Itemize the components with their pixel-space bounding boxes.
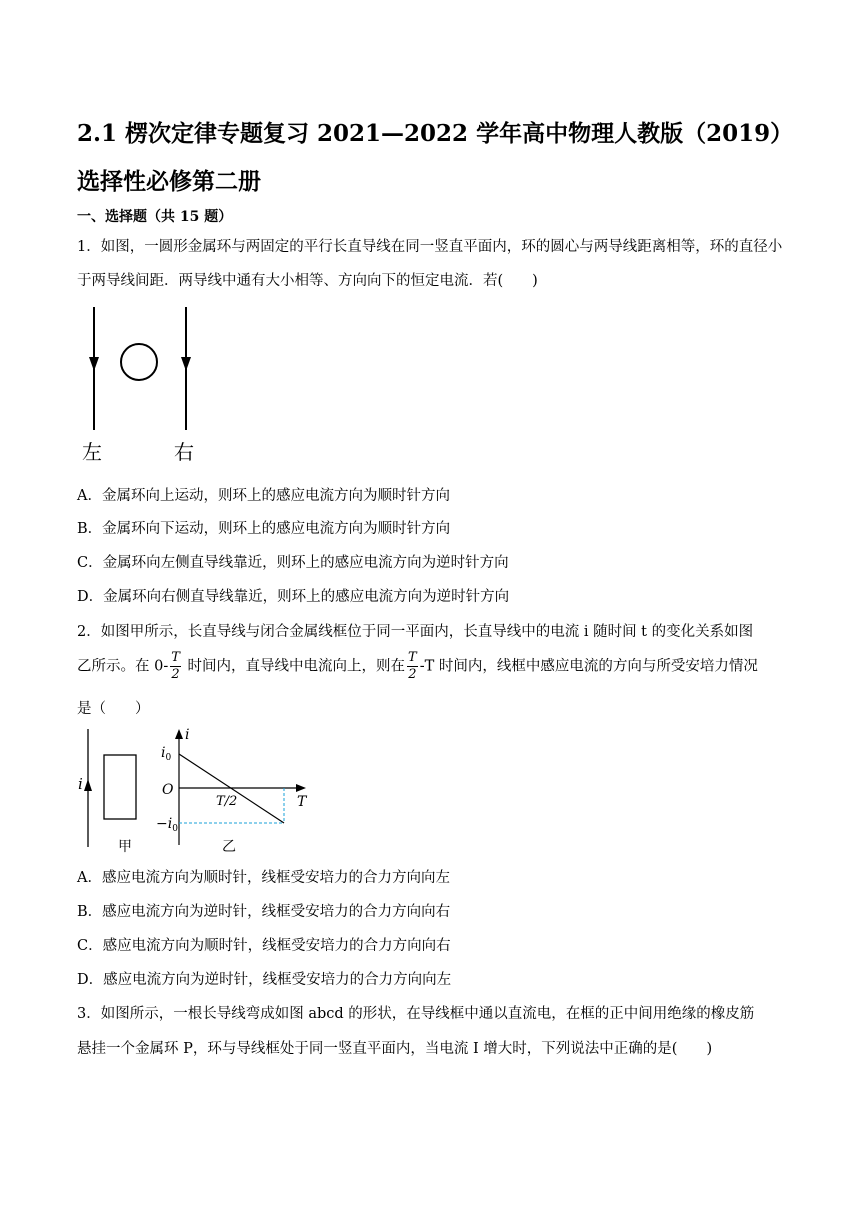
question-2-line-3: 是（ ） <box>77 701 150 717</box>
origin-label: O <box>162 782 174 798</box>
question-3-line-1: 3．如图所示，一根长导线弯成如图 abcd 的形状，在导线框中通以直流电，在框的正中间用绝缘的橡皮筋 <box>77 1006 755 1022</box>
i0-main: i <box>161 745 166 761</box>
i0-label <box>161 745 171 763</box>
label-yi: 乙 <box>222 839 236 855</box>
t-axis-label: T <box>297 794 307 810</box>
fraction-numerator-2: T <box>408 650 417 665</box>
i0-sub: 0 <box>165 753 172 763</box>
question-2-figure <box>74 727 344 857</box>
metal-frame <box>104 755 136 819</box>
label-jia: 甲 <box>118 839 132 855</box>
half-period-label: T/2 <box>216 794 238 809</box>
label-wire-current: i <box>78 775 83 793</box>
question-1-figure <box>78 305 208 465</box>
i-axis-label: i <box>185 727 190 743</box>
question-2-option-d: D．感应电流方向为逆时针，线框受安培力的合力方向向左 <box>77 972 452 988</box>
q2-text-c: -T 时间内，线框中感应电流的方向与所受安培力情况 <box>419 658 758 675</box>
fraction-numerator: T <box>171 650 180 665</box>
question-3-line-2: 悬挂一个金属环 P，环与导线框处于同一竖直平面内，当电流 I 增大时，下列说法中正确的是( ) <box>77 1041 713 1057</box>
section-heading: 一、选择题（共 15 题） <box>77 209 233 225</box>
question-2-line-1: 2．如图甲所示，长直导线与闭合金属线框位于同一平面内，长直导线中的电流 i 随时间 t 的变化关系如图 <box>77 624 754 640</box>
label-right: 右 <box>174 440 194 464</box>
right-wire-arrow <box>181 357 191 371</box>
q2-text-a: 乙所示。在 0- <box>77 658 169 675</box>
question-1-option-c: C．金属环向左侧直导线靠近，则环上的感应电流方向为逆时针方向 <box>77 555 509 571</box>
q2-text-b: 时间内，直导线中电流向上，则在 <box>187 658 406 675</box>
question-1-stem: 1．如图，一圆形金属环与两固定的平行长直导线在同一竖直平面内，环的圆心与两导线距离相等，环的直径小于两导线间距．两导线中通有大小相等、方向向下的恒定电流．若( ) <box>77 239 783 289</box>
page-title: 2.1 楞次定律专题复习 2021—2022 学年高中物理人教版（2019）选择性必修第二册 <box>77 120 794 195</box>
question-2-line-2 <box>77 650 758 683</box>
question-1-option-d: D．金属环向右侧直导线靠近，则环上的感应电流方向为逆时针方向 <box>77 589 510 605</box>
fraction-denominator: 2 <box>171 667 180 682</box>
question-1-option-b: B．金属环向下运动，则环上的感应电流方向为顺时针方向 <box>77 521 451 537</box>
neg-i0-sub: 0 <box>172 824 178 834</box>
t-axis-arrow <box>296 784 306 792</box>
question-2-option-b: B．感应电流方向为逆时针，线框受安培力的合力方向向右 <box>77 904 451 920</box>
neg-i0-label <box>156 816 178 834</box>
label-left: 左 <box>82 440 102 464</box>
question-2-option-a: A．感应电流方向为顺时针，线框受安培力的合力方向向左 <box>77 870 450 886</box>
neg-i0-main: −i <box>156 816 173 832</box>
question-1-option-a: A．金属环向上运动，则环上的感应电流方向为顺时针方向 <box>77 488 450 504</box>
left-wire-arrow <box>89 357 99 371</box>
i-axis-arrow <box>175 729 183 739</box>
question-2-option-c: C．感应电流方向为顺时针，线框受安培力的合力方向向右 <box>77 938 451 954</box>
fraction-t-over-2 <box>170 650 181 683</box>
metal-ring <box>121 344 157 380</box>
fraction-denominator-2: 2 <box>408 667 417 682</box>
fraction-t-over-2-second <box>407 650 418 683</box>
long-wire-up-arrow <box>84 779 92 791</box>
